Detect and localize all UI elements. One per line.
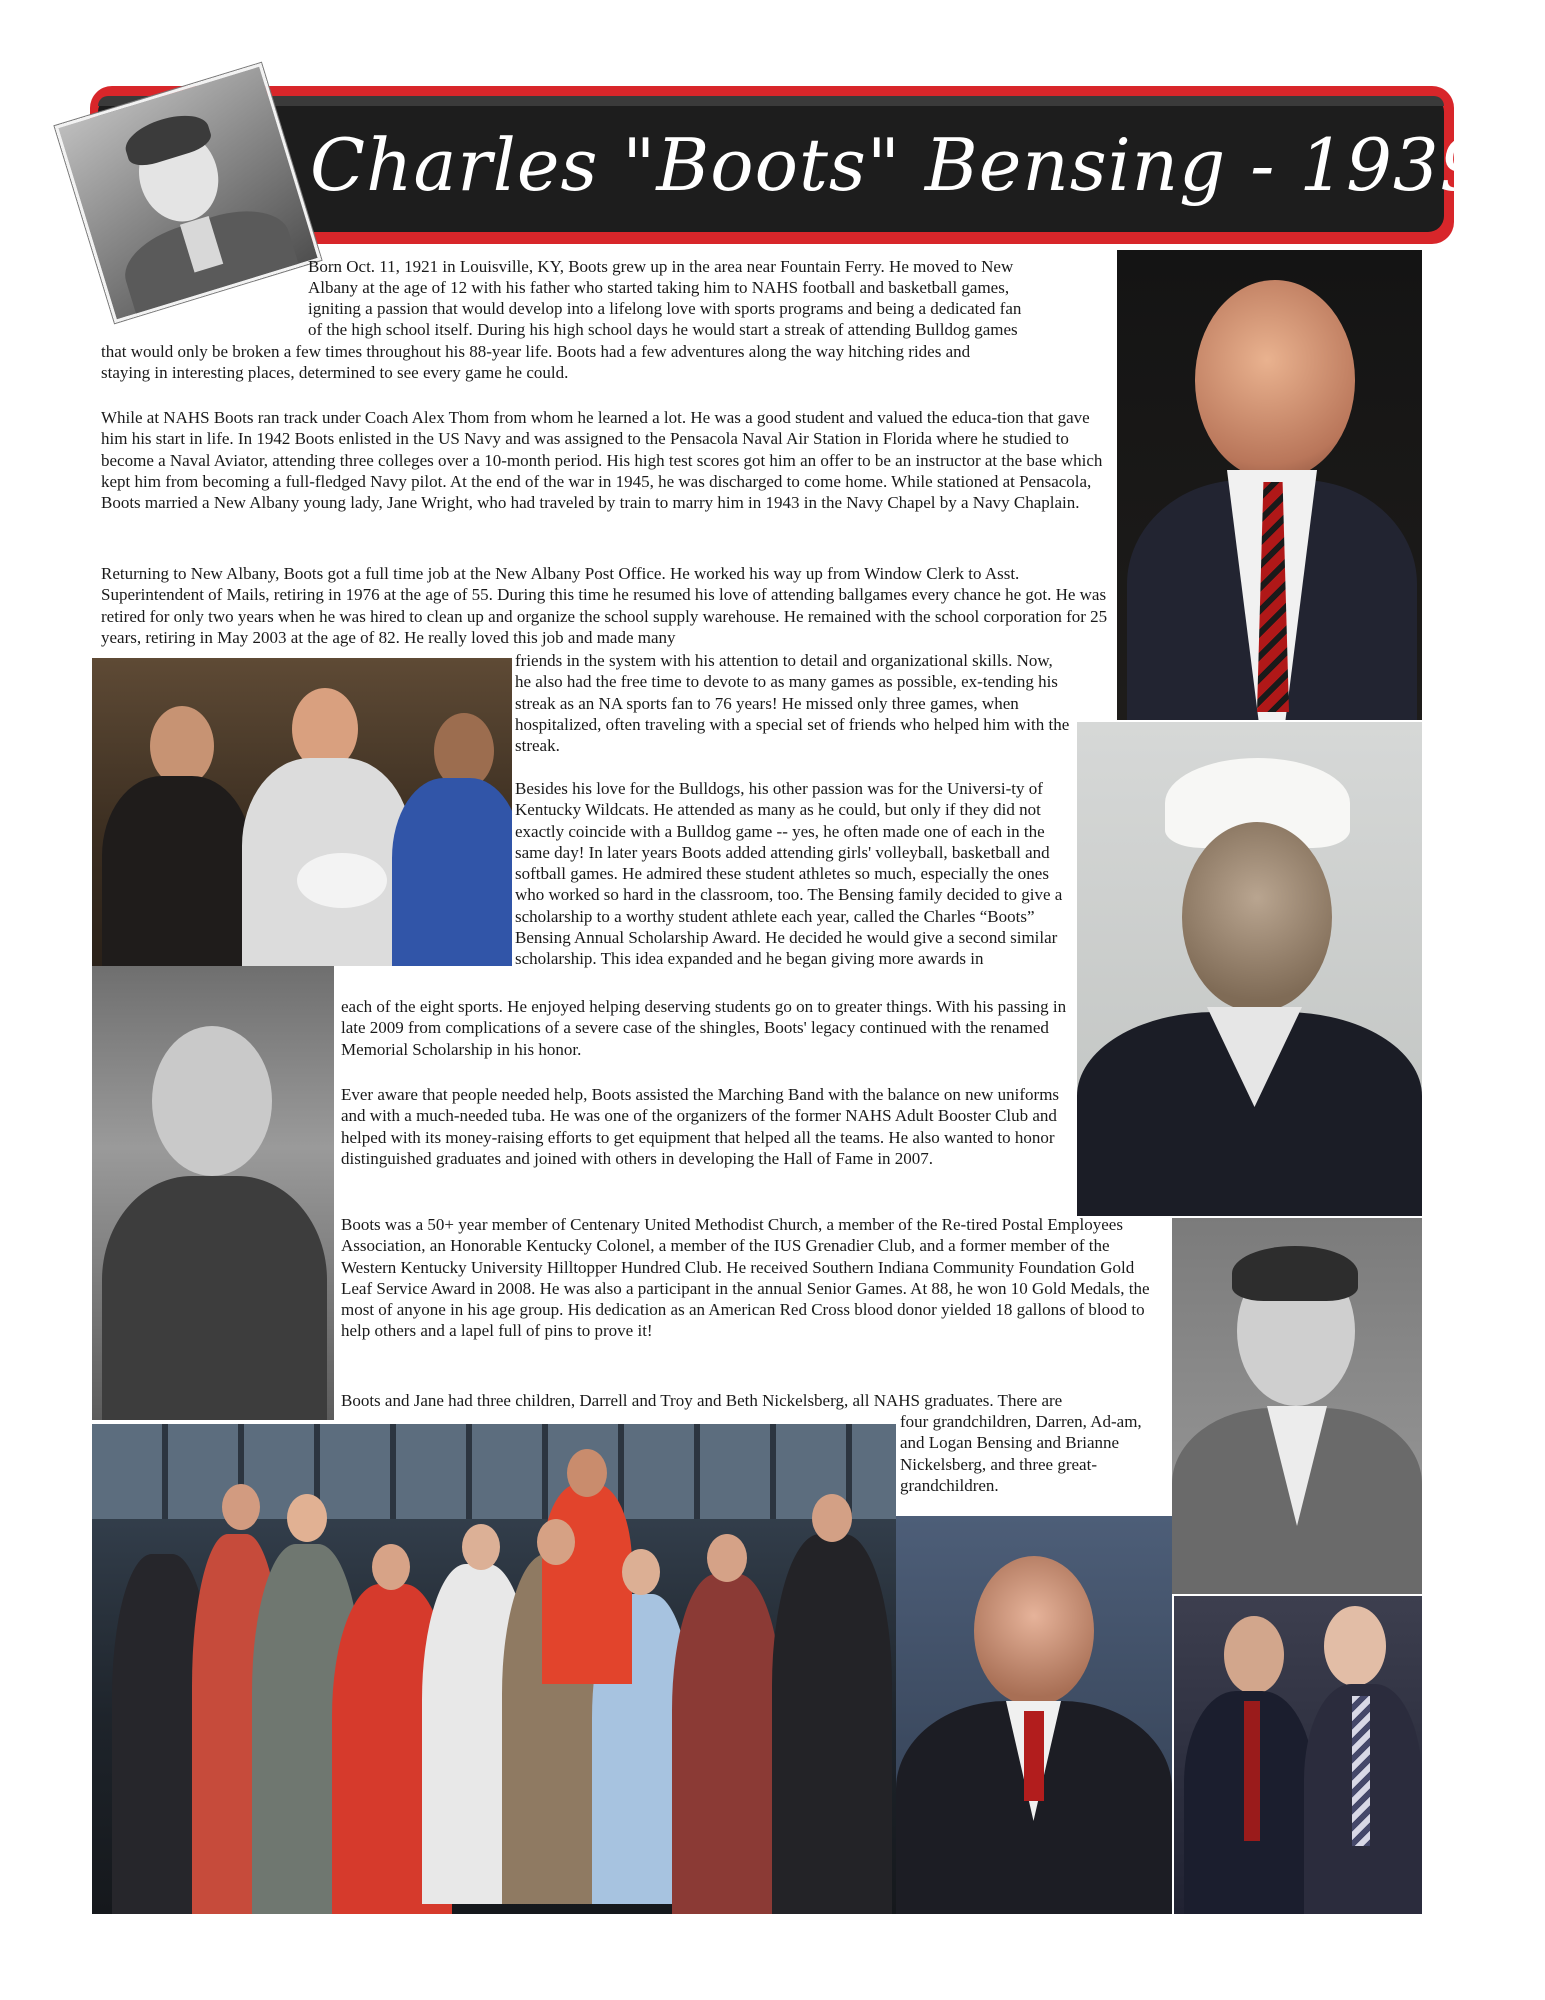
article-paragraph-6: Boots was a 50+ year member of Centenary United Methodist Church, a member of the Re-tired Postal Employees Association, an Honorable Kentucky Colonel, a member of the IUS Grenadier Club, and a former member of the Western Kentucky University Hilltopper Hundred Club. He received Southern Indiana Community Foundation Gold Leaf Service Award in 2008. He was also a participant in the annual Senior Games. At 88, he won 10 Gold Medals, the most of anyone in his age group. His dedication as an American Red Cross blood donor yielded 18 gallons of blood to help others and a lapel full of pins to prove it! bbox=[341, 1215, 1150, 1341]
article-paragraph-2: While at NAHS Boots ran track under Coach Alex Thom from whom he learned a lot. He was a good student and valued the educa-tion that gave him his start in life. In 1942 Boots enlisted in the US Navy and was assigned to the Pensacola Naval Air Station in Florida where he studied to become a Naval Aviator, attending three colleges over a 10-month period. His high test scores got him an offer to be an instructor at the base which kept him from becoming a full-fledged Navy pilot. At the end of the war in 1945, he was discharged to come home. While stationed at Pensacola, Boots married a New Albany young lady, Jane Wright, who had traveled by train to marry him in 1943 in the Navy Chapel by a Navy Chaplain. bbox=[101, 408, 1103, 513]
paragraph-1-line-5: that would only be broken a few times throughout his 88-year life. Boots had a few adventures along the way hitching rides and bbox=[101, 342, 971, 361]
article-paragraph-4-bottom: each of the eight sports. He enjoyed helping deserving students go on to greater things. With his passing in late 2009 from complications of a severe case of the shingles, Boots' legacy continued with the renamed Memorial Scholarship in his honor. bbox=[341, 997, 1067, 1059]
navy-portrait-photo bbox=[1077, 722, 1422, 1216]
article-paragraph-3-top: Returning to New Albany, Boots got a full time job at the New Albany Post Office. He worked his way up from Window Clerk to Asst. Superintendent of Mails, retiring in 1976 at the age of 55. During this time he resumed his love of attending ballgames every chance he got. He was retired for only two years when he was hired to clean up and organize the school supply warehouse. He remained with the school corporation for 25 years, retiring in May 2003 at the age of 82. He really loved this job and made many bbox=[101, 564, 1108, 647]
two-men-photo bbox=[1174, 1596, 1422, 1914]
article-paragraph-7-bottom: four grandchildren, Darren, Ad-am, and Logan Bensing and Brianne Nickelsberg, and three great-grandchildren. bbox=[900, 1412, 1142, 1495]
article-paragraph-5: Ever aware that people needed help, Boots assisted the Marching Band with the balance on new uniforms and with a much-needed tuba. He was one of the organizers of the former NAHS Adult Booster Club and helped with its money-raising efforts to get equipment that helped all the teams. He also wanted to honor distinguished graduates and joined with others in developing the Hall of Fame in 2007. bbox=[341, 1085, 1060, 1168]
elderly-bw-photo bbox=[92, 966, 334, 1420]
group-photo bbox=[92, 1424, 896, 1914]
portrait-elderly-photo bbox=[1117, 250, 1422, 720]
formal-portrait-photo bbox=[896, 1516, 1172, 1914]
article-paragraph-3-bottom: friends in the system with his attention to detail and organizational skills. Now, he also had the free time to devote to as many games as possible, ex-tending his streak as an NA sports fan to 76 years! He missed only three games, when hospitalized, often traveling with a special set of friends who helped him with the streak. bbox=[515, 651, 1070, 756]
paragraph-1-line-3: igniting a passion that would develop into a lifelong love with sports programs and being a dedicated fan bbox=[308, 299, 1022, 318]
article-paragraph-4-top: Besides his love for the Bulldogs, his other passion was for the Universi-ty of Kentucky Wildcats. He attended as many as he could, but only if they did not exactly coincide with a Bulldog game -- yes, he often made one of each in the same day! In later years Boots added attending girls' volleyball, basketball and softball games. He admired these student athletes so much, especially the ones who worked so hard in the classroom, too. The Bensing family decided to give a scholarship to a worthy student athlete each year, called the Charles “Boots” Bensing Annual Scholarship Award. He decided he would give a second similar scholarship. This idea expanded and he began giving more awards in bbox=[515, 779, 1063, 969]
paragraph-1-line-2: Albany at the age of 12 with his father who started taking him to NAHS football and basketball games, bbox=[308, 278, 1010, 297]
page-title: Charles "Boots" Bensing - 1939 bbox=[310, 123, 1487, 207]
family-photo bbox=[92, 658, 512, 966]
young-portrait-photo bbox=[1172, 1218, 1422, 1594]
paragraph-1-line-6: staying in interesting places, determined to see every game he could. bbox=[101, 363, 569, 382]
paragraph-1-line-4: of the high school itself. During his high school days he would start a streak of attending Bulldog games bbox=[308, 320, 1018, 339]
article-paragraph-7-top: Boots and Jane had three children, Darrell and Troy and Beth Nickelsberg, all NAHS graduates. There are bbox=[341, 1391, 1063, 1410]
paragraph-1-line-1: Born Oct. 11, 1921 in Louisville, KY, Boots grew up in the area near Fountain Ferry. He moved to New bbox=[308, 257, 1014, 276]
